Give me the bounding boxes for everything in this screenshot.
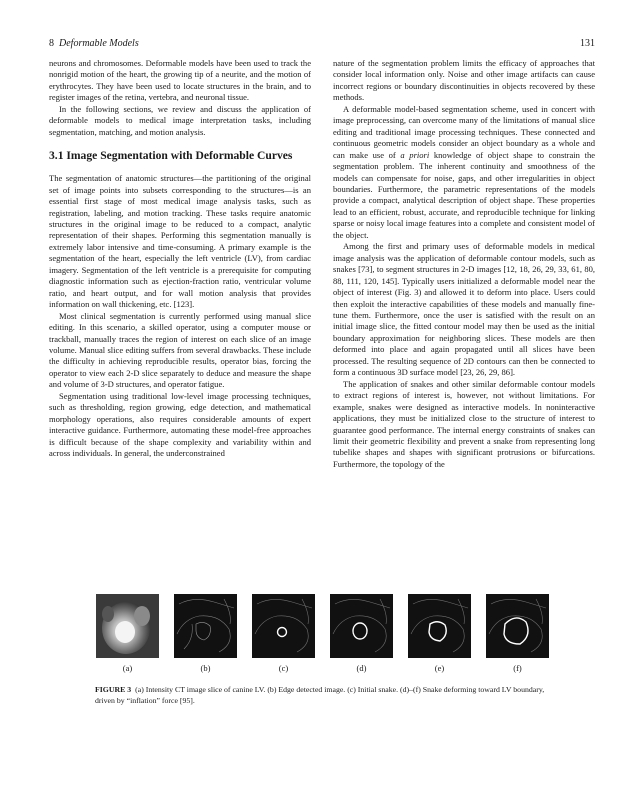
figure-panel-d-snake-deforming (330, 594, 393, 658)
section-heading: 3.1 Image Segmentation with Deformable Curves (49, 149, 293, 163)
panel-label-e: (e) (434, 663, 445, 673)
figure-caption (95, 684, 547, 706)
paragraph: Segmentation using traditional low-level image processing techniques, such as thresholding, region growing, edge detection, and mathematical morphology operations, also requires considerable amounts of expert interactive guidance. Furthermore, automating these model-free approaches is difficult because of the shape complexity and variability within and across individuals. In general, the underconstrained (49, 390, 311, 459)
panel-label-d: (d) (356, 663, 367, 673)
paragraph: Most clinical segmentation is currently performed using manual slice editing. In this scenario, a skilled operator, using a computer mouse or trackball, manually traces the region of interest on each slice of an image volume. Manual slice editing suffers from several drawbacks. These include the difficulty in achieving reproducible results, operator bias, forcing the operator to view each 2-D slice separately to deduce and measure the shape and volume of 3-D structures, and operator fatigue. (49, 310, 311, 390)
text-run: knowledge of object shape to constrain the segmentation problem. The inherent continuity and smoothness of the models can compensate for noise, gaps, and other irregularities in object boundaries. Furthermore, the parametric representations of the models provide a compact, analytical description of object shape. These properties lead to an efficient, robust, accurate, and reproducible technique for linking sparse or noisy local image features into a complete and consistent model of the object. (333, 149, 596, 240)
text-run: A deformable model-based segmentation scheme, used in concert with image preprocessing, can overcome many of the limitations of manual slice editing and traditional image processing techniques. These connected and continuous geometric models consider an object boundary as a whole and can make use of (333, 103, 595, 160)
figure-panel-a-ct-image (96, 594, 159, 658)
paragraph: The application of snakes and other similar deformable contour models to extract regions of interest is, however, not without limitations. For example, snakes were designed as interactive models. In noninteractive applications, they must be initialized close to the structure of interest to guarantee good performance. The internal energy constraints of snakes can limit their geometric flexibility and prevent a snake from representing long tubelike shapes and shapes with significant protrusions or bifurcations. Furthermore, the topology of the (333, 378, 595, 469)
italic-term: a priori (400, 149, 430, 160)
running-head (49, 38, 139, 49)
figure-panel-f-snake-final (486, 594, 549, 658)
paragraph: In the following sections, we review and discuss the application of deformable models to medical image interpretation tasks, including segmentation, matching, and motion analysis. (49, 103, 311, 137)
page-number: 131 (580, 38, 595, 49)
left-column (49, 58, 311, 460)
paragraph: The segmentation of anatomic structures—the partitioning of the original set of image points into subsets corresponding to the structures—is an essential first stage of most medical image analysis tasks, such as registration, labeling, and motion tracking. These tasks require anatomic structures in the original image to be reduced to a compact, analytic representation of their shapes. Performing this segmentation manually is extremely labor intensive and time-consuming. A primary example is the segmentation of the heart, especially the left ventricle (LV), from cardiac imagery. Segmentation of the left ventricle is a prerequisite for computing diagnostic information such as ejection-fraction ratio, ventricular volume ratio, and heart output, and for wall motion analysis that provides information on wall thickening, etc. [123]. (49, 173, 311, 310)
paragraph: nature of the segmentation problem limits the efficacy of approaches that consider local information only. Noise and other image artifacts can cause incorrect regions or boundary discontinuities in objects recovered by these methods. (333, 58, 595, 103)
page-header (49, 38, 595, 52)
panel-label-a: (a) (122, 663, 133, 673)
panel-label-b: (b) (200, 663, 211, 673)
right-column (333, 58, 595, 470)
panel-label-c: (c) (278, 663, 289, 673)
figure-panel-c-initial-snake (252, 594, 315, 658)
figure-panel-labels (96, 663, 548, 675)
chapter-number: 8 (49, 38, 54, 49)
figure-panel-e-snake-deforming (408, 594, 471, 658)
caption-text: (a) Intensity CT image slice of canine LV. (b) Edge detected image. (c) Initial snake. (d)–(f) Snake deforming toward LV boundary, driven by “inflation” force [95]. (95, 685, 545, 706)
figure-panel-b-edge-image (174, 594, 237, 658)
panel-label-f: (f) (513, 663, 522, 673)
paragraph (333, 104, 595, 241)
caption-label: FIGURE 3 (95, 685, 132, 694)
figure-3 (96, 594, 548, 658)
paragraph: neurons and chromosomes. Deformable models have been used to track the nonrigid motion of the heart, the growing tip of a neurite, and the motion of erythrocytes. They have been used to locate structures in the brain, and to register images of the retina, vertebra, and neuronal tissue. (49, 58, 311, 103)
chapter-title: Deformable Models (59, 38, 139, 49)
paragraph: Among the first and primary uses of deformable models in medical image analysis was the application of deformable contour models, such as snakes [73], to segment structures in 2-D images [12, 18, 26, 29, 33, 61, 80, 88, 111, 120, 145]. Typically users initialized a deformable model near the object of interest (Fig. 3) and allowed it to deform into place. Users could then exploit the interactive capabilities of these models and manually fine-tune them. Furthermore, once the user is satisfied with the result on an initial image slice, the fitted contour model may then be used as the initial boundary approximation for neighboring slices. These models are then deformed into place and again propagated until all slices have been processed. The resulting sequence of 2D contours can then be connected to form a continuous 3D surface model [23, 26, 29, 86]. (333, 241, 595, 378)
